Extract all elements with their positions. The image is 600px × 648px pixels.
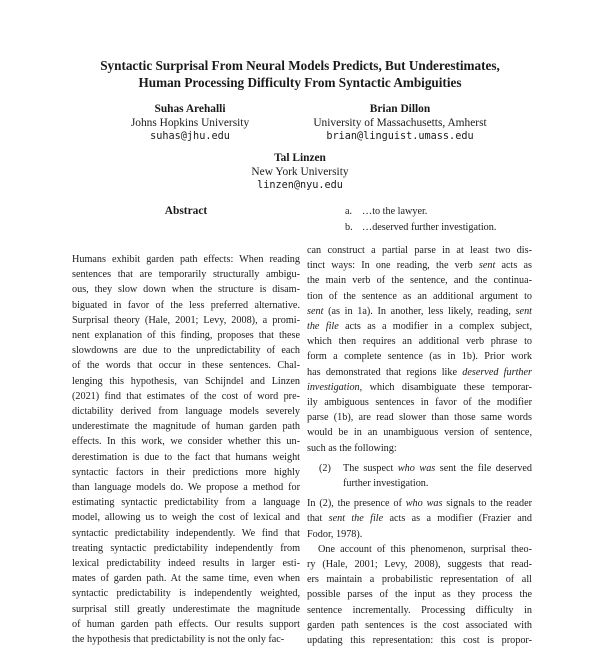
abstract-line: sentences that are temporarily structurally ambigu-: [72, 269, 300, 281]
text-line: ers maintain a probabilistic representation of all: [307, 574, 532, 586]
text-line: One account of this phenomenon, surprisal theo-: [318, 543, 532, 555]
abstract-line: nent explanation of this finding, proposes that these: [72, 330, 300, 342]
example-number: (2): [319, 462, 331, 474]
author-block: [200, 151, 400, 193]
abstract-line: dictability derived from language models severely: [72, 406, 300, 418]
abstract-line: ous, they slow down when the structure is disam-: [72, 284, 300, 296]
text-line: has demonstrated that regions like deserved further: [307, 366, 532, 378]
abstract-line: underestimate the magnitude of human garden path: [72, 421, 300, 433]
abstract-line: biguated in favor of the less preferred alternative.: [72, 299, 300, 311]
example-2: [307, 461, 532, 491]
abstract-line: of the words that occur in these sentences. Chal-: [72, 360, 300, 372]
paragraph-3: [307, 542, 532, 648]
text-line: which then requires an additional verb phrase to: [307, 336, 532, 348]
abstract-line: slowdowns are due to the unpredictability of each: [72, 345, 300, 357]
text-line: tinct ways: In one reading, the verb sent acts as: [307, 260, 532, 272]
abstract-line: syntactic predictability is independently weighted,: [72, 588, 300, 600]
abstract-line: Humans exhibit garden path effects: When reading: [72, 254, 300, 265]
abstract-line: lenging this hypothesis, van Schijndel and Linzen: [72, 375, 300, 387]
author-email: suhas@jhu.edu: [150, 131, 230, 142]
text-line: form a complete sentence (as in 1b). Prior work: [307, 351, 532, 363]
text-line: Fodor, 1978).: [307, 528, 363, 540]
text-line: can construct a partial parse in at least two dis-: [307, 245, 532, 256]
abstract-line: syntactic predictability independently. We find that: [72, 527, 300, 539]
abstract-line: surprisal still greatly underestimate the magnitude: [72, 603, 300, 615]
text-line: tion of the sentence as an additional argument to: [307, 290, 532, 302]
abstract-line: (2021) find that estimates of the cost of word pre-: [72, 390, 300, 402]
paragraph-2: [307, 496, 532, 542]
example-2-text: [343, 461, 532, 491]
text-line: further investigation.: [343, 478, 429, 490]
abstract-line: than language models do. We propose a method for: [72, 482, 300, 494]
example-continuations: [345, 204, 496, 235]
author-email: brian@linguist.umass.edu: [326, 131, 474, 142]
text-line: that sent the file acts as a modifier (Frazier and: [307, 513, 532, 525]
text-line: The suspect who was sent the file deserved: [343, 462, 532, 474]
abstract-heading: Abstract: [164, 205, 208, 217]
text-line: garden path sentences is the cost associated with: [307, 619, 532, 631]
text-line: In (2), the presence of who was signals to the reader: [307, 498, 532, 510]
title-line-2: Human Processing Difficulty From Syntactic Ambiguities: [138, 74, 462, 90]
title-line-1: Syntactic Surprisal From Neural Models Predicts, But Underestimates,: [100, 58, 500, 73]
author-name: Brian Dillon: [369, 103, 431, 115]
example-item-text: …to the lawyer.: [362, 206, 428, 217]
abstract-line: model, allowing us to weigh the cost of lexical and: [72, 512, 300, 524]
text-line: possible parses of the input as they process the: [307, 589, 532, 601]
abstract-line: syntactic factors in their predictions more highly: [72, 466, 300, 478]
abstract-line: treating syntactic predictability independently from: [72, 542, 300, 554]
text-line: updating this representation: this cost is propor-: [307, 635, 532, 647]
text-line: the main verb of the sentence, and the continua-: [307, 275, 532, 287]
text-line: would be in an unambiguous version of sentence,: [307, 427, 532, 439]
paper-title: [0, 58, 600, 91]
example-item-text: …deserved further investigation.: [362, 221, 497, 233]
author-name: Tal Linzen: [274, 152, 326, 164]
author-affiliation: New York University: [251, 166, 349, 178]
example-item-label: b.: [345, 221, 353, 233]
author-name: Suhas Arehalli: [154, 103, 226, 115]
text-line: the file acts as a modifier in a complex subject,: [307, 321, 532, 333]
author-block: [110, 102, 270, 144]
abstract-line: of human garden path effects. Our results support: [72, 618, 300, 630]
author-email: linzen@nyu.edu: [257, 180, 343, 191]
example-item: [345, 220, 496, 236]
abstract-line: mates of garden path. At the same time, even when: [72, 573, 300, 585]
text-line: sentence incrementally. Processing difficulty in: [307, 604, 532, 616]
abstract-body: [72, 252, 300, 647]
example-item: [345, 204, 496, 220]
paragraph-1: [307, 243, 532, 456]
text-line: ily ambiguous sentences in favor of the modifier: [307, 397, 532, 409]
text-line: sent (as in 1a). In another, less likely, reading, sent: [307, 305, 532, 317]
abstract-line: Surprisal theory (Hale, 2001; Levy, 2008), a promi-: [72, 314, 300, 326]
abstract-line: derestimation is due to the fact that humans weight: [72, 451, 300, 463]
author-affiliation: Johns Hopkins University: [130, 117, 250, 129]
author-block: [300, 102, 500, 144]
example-item-label: a.: [345, 206, 353, 217]
abstract-line: estimating syntactic predictability from a language: [72, 497, 300, 509]
abstract-line: the hypothesis that predictability is not the only fac-: [72, 634, 285, 646]
text-line: parse (1b), are read slower than those same words: [307, 412, 532, 424]
author-affiliation: University of Massachusetts, Amherst: [313, 117, 487, 129]
abstract-line: lexical predictability indeed results in larger esti-: [72, 558, 300, 570]
text-line: ry (Hale, 2001; Levy, 2008), suggests that read-: [307, 559, 532, 571]
right-column: [307, 243, 532, 648]
text-line: investigation, which disambiguate these temporar-: [307, 381, 532, 393]
abstract-line: effects. In this work, we consider whether this un-: [72, 436, 300, 448]
text-line: such as the following:: [307, 442, 397, 454]
